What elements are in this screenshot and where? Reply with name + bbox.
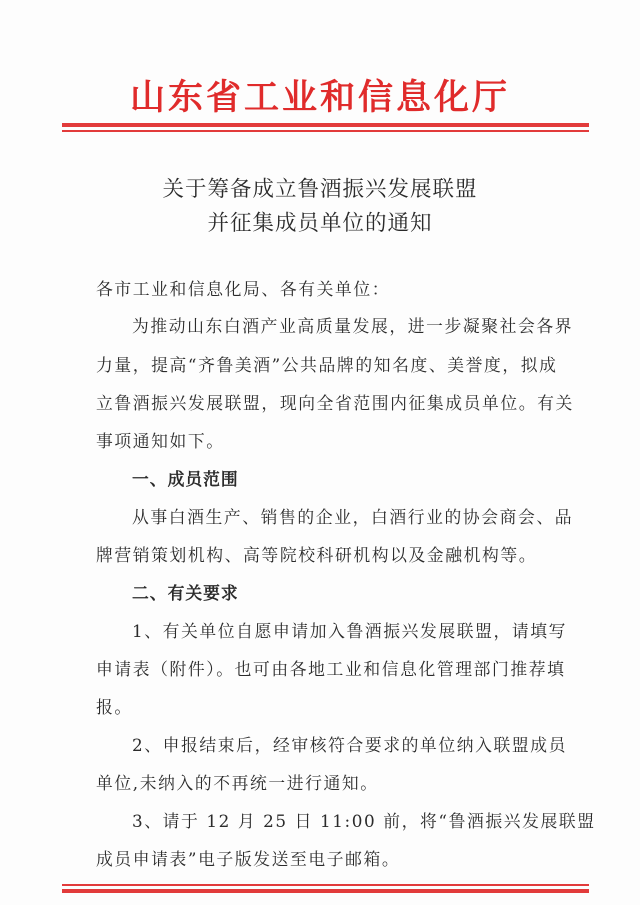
- letterhead-rule-thick: [62, 123, 589, 127]
- notice-title-line-2: 并征集成员单位的通知: [207, 211, 433, 236]
- intro-line-1: 为推动山东白酒产业高质量发展，进一步凝聚社会各界: [132, 316, 574, 336]
- section-2-item-1-line-1: 1、有关单位自愿申请加入鲁酒振兴发展联盟，请填写: [132, 621, 568, 641]
- intro-line-4: 事项通知如下。: [96, 431, 225, 451]
- section-2-heading: 二、有关要求: [132, 583, 239, 603]
- footer-rule-thick: [62, 889, 589, 893]
- footer-rule-thin: [62, 884, 589, 886]
- section-1-heading: 一、成员范围: [132, 469, 239, 489]
- intro-line-2: 力量，提高“齐鲁美酒”公共品牌的知名度、美誉度，拟成: [96, 355, 558, 375]
- notice-title-line-1: 关于筹备成立鲁酒振兴发展联盟: [162, 177, 478, 202]
- section-1-line-1: 从事白酒生产、销售的企业，白酒行业的协会商会、品: [132, 507, 574, 527]
- section-2-item-1-line-2: 申请表（附件）。也可由各地工业和信息化管理部门推荐填: [96, 659, 566, 679]
- section-2-item-3-line-1: 3、请于 12 月 25 日 11:00 前，将“鲁酒振兴发展联盟: [132, 811, 596, 831]
- intro-line-3: 立鲁酒振兴发展联盟，现向全省范围内征集成员单位。有关: [96, 393, 574, 413]
- letterhead-rule-thin: [62, 130, 589, 132]
- section-2-item-2-line-1: 2、申报结束后，经审核符合要求的单位纳入联盟成员: [132, 735, 568, 755]
- letterhead-org-name: 山东省工业和信息化厅: [129, 78, 510, 118]
- section-2-item-3-line-2: 成员申请表”电子版发送至电子邮箱。: [96, 849, 401, 869]
- section-2-item-2-line-2: 单位,未纳入的不再统一进行通知。: [96, 773, 379, 793]
- section-2-item-1-line-3: 报。: [96, 697, 133, 717]
- salutation: 各市工业和信息化局、各有关单位：: [96, 279, 391, 299]
- section-1-line-2: 牌营销策划机构、高等院校科研机构以及金融机构等。: [96, 545, 538, 565]
